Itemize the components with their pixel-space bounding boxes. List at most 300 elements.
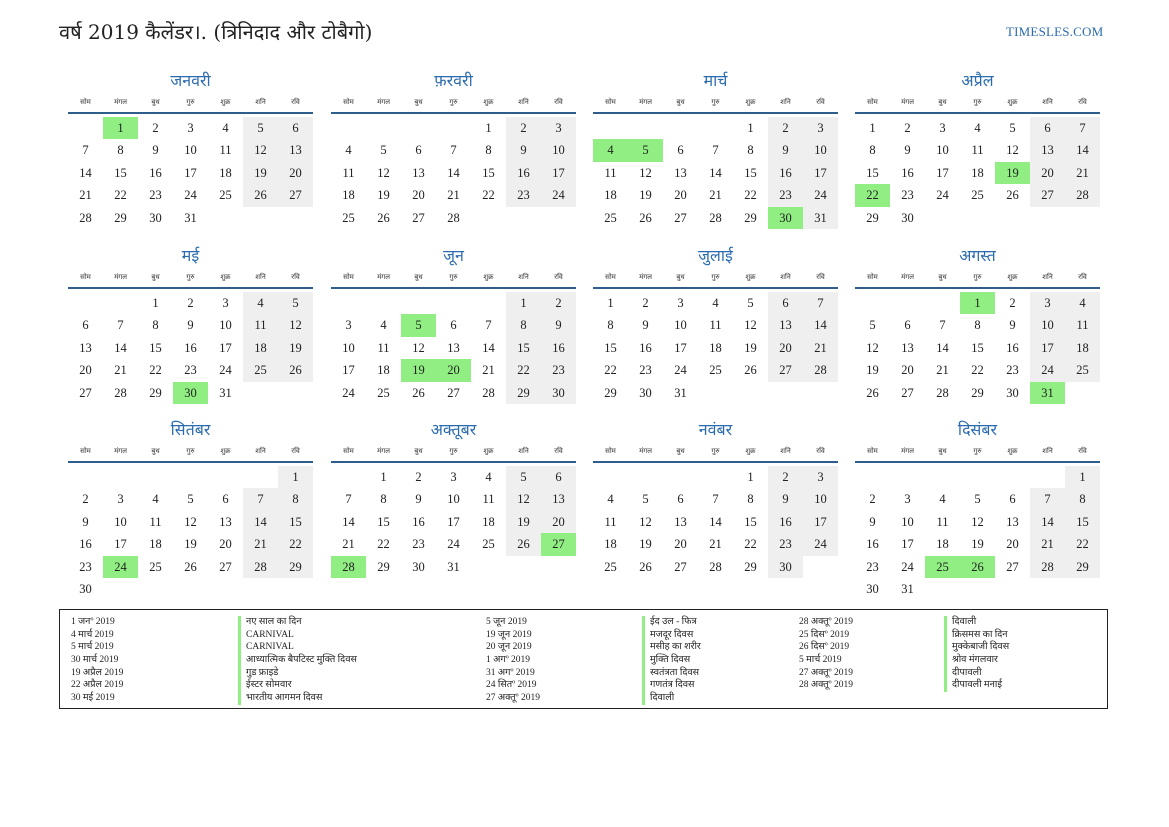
day-cell: 28 xyxy=(709,210,722,225)
day-cell: 15 xyxy=(149,340,162,355)
day-cell: 12 xyxy=(506,488,541,510)
week-row xyxy=(331,292,576,314)
day-cell: 1 xyxy=(485,121,492,135)
holiday-day-cell: 5 xyxy=(628,139,663,161)
day-cell: 3 xyxy=(939,121,946,135)
week-row xyxy=(593,314,838,336)
day-cell: 15 xyxy=(971,340,984,355)
day-cell: 29 xyxy=(971,385,984,400)
day-cell: 30 xyxy=(768,556,803,578)
day-cell: 12 xyxy=(639,514,652,529)
day-cell: 1 xyxy=(380,470,387,484)
day-cell: 21 xyxy=(936,363,949,378)
weekday-label: रवि xyxy=(291,272,300,281)
weekday-label: रवि xyxy=(816,272,825,281)
header-rule xyxy=(855,461,1100,463)
day-cell: 20 xyxy=(541,511,576,533)
day-cell: 10 xyxy=(901,514,914,529)
weekday-label: शनि xyxy=(780,97,791,106)
day-cell: 21 xyxy=(114,363,127,378)
holiday-day-cell: 27 xyxy=(541,533,576,555)
day-cell: 29 xyxy=(866,210,879,225)
day-cell: 20 xyxy=(901,363,914,378)
day-cell: 15 xyxy=(604,340,617,355)
day-cell: 3 xyxy=(345,318,352,333)
week-row xyxy=(593,511,838,533)
weekday-label: बुध xyxy=(938,97,947,106)
holiday-date: 31 अगº 2019 xyxy=(486,667,535,678)
day-cell: 5 xyxy=(747,296,754,310)
day-cell: 6 xyxy=(768,292,803,314)
day-cell: 3 xyxy=(803,117,838,139)
empty-day-cell xyxy=(173,466,208,488)
day-cell: 12 xyxy=(377,165,390,180)
day-cell: 18 xyxy=(936,537,949,552)
day-cell: 12 xyxy=(243,139,278,161)
weekday-header xyxy=(331,92,576,112)
week-row xyxy=(68,207,313,229)
empty-day-cell xyxy=(663,117,698,139)
week-row xyxy=(855,382,1100,404)
site-link[interactable]: TIMESLES.COM xyxy=(1006,24,1104,39)
day-cell: 14 xyxy=(342,514,355,529)
holiday-name: दीपावली xyxy=(952,667,982,678)
week-row xyxy=(68,184,313,206)
day-cell: 11 xyxy=(149,514,162,529)
day-cell: 24 xyxy=(342,385,355,400)
day-cell: 12 xyxy=(1006,143,1019,158)
weekday-label: बुध xyxy=(938,446,947,455)
day-cell: 7 xyxy=(1030,488,1065,510)
empty-day-cell xyxy=(243,466,278,488)
day-cell: 19 xyxy=(639,188,652,203)
week-row xyxy=(68,117,313,139)
holiday-day-cell: 31 xyxy=(1030,382,1065,404)
weekday-label: सोम xyxy=(867,97,878,106)
holiday-name: श्रोव मंगलवार xyxy=(952,655,998,666)
empty-day-cell xyxy=(593,466,628,488)
day-cell: 15 xyxy=(114,165,127,180)
day-cell: 28 xyxy=(803,359,838,381)
weekday-label: मंगल xyxy=(639,446,652,455)
weekday-header xyxy=(855,441,1100,461)
day-cell: 1 xyxy=(506,292,541,314)
week-row xyxy=(68,359,313,381)
day-cell: 21 xyxy=(482,363,495,378)
day-cell: 9 xyxy=(642,318,649,333)
month-name: अगस्त xyxy=(959,246,996,265)
day-cell: 24 xyxy=(541,184,576,206)
day-cell: 21 xyxy=(1065,162,1100,184)
week-row xyxy=(855,292,1100,314)
empty-day-cell xyxy=(855,466,890,488)
holiday-name: CARNIVAL xyxy=(246,642,294,653)
day-cell: 13 xyxy=(1006,514,1019,529)
weekday-label: शुक्र xyxy=(745,272,756,281)
day-cell: 26 xyxy=(377,210,390,225)
day-cell: 4 xyxy=(712,296,719,310)
month-name: फ़रवरी xyxy=(434,71,473,90)
empty-day-cell xyxy=(331,292,366,314)
empty-day-cell xyxy=(995,207,1030,229)
empty-day-cell xyxy=(471,292,506,314)
weekday-label: सोम xyxy=(605,272,616,281)
day-cell: 21 xyxy=(243,533,278,555)
holiday-day-cell: 1 xyxy=(960,292,995,314)
week-row xyxy=(855,337,1100,359)
empty-day-cell xyxy=(960,578,995,600)
day-cell: 7 xyxy=(803,292,838,314)
holiday-name: भारतीय आगमन दिवस xyxy=(246,693,323,704)
day-cell: 8 xyxy=(117,143,124,158)
weekday-label: शुक्र xyxy=(1007,272,1018,281)
day-cell: 13 xyxy=(447,340,460,355)
weekday-label: मंगल xyxy=(639,97,652,106)
day-cell: 20 xyxy=(674,188,687,203)
day-cell: 4 xyxy=(222,121,229,135)
empty-day-cell xyxy=(541,207,576,229)
weekday-header xyxy=(593,92,838,112)
week-row xyxy=(855,466,1100,488)
holiday-day-cell: 28 xyxy=(331,556,366,578)
holiday-day-cell: 25 xyxy=(925,556,960,578)
day-cell: 5 xyxy=(506,466,541,488)
week-row xyxy=(68,578,313,600)
empty-day-cell xyxy=(103,578,138,600)
day-cell: 17 xyxy=(447,514,460,529)
weekday-label: गुरु xyxy=(711,97,720,106)
weekday-label: गुरु xyxy=(449,446,458,455)
day-cell: 9 xyxy=(82,514,89,529)
empty-day-cell xyxy=(366,292,401,314)
weekday-label: मंगल xyxy=(114,272,127,281)
empty-day-cell xyxy=(243,578,278,600)
day-cell: 27 xyxy=(219,559,232,574)
day-cell: 16 xyxy=(768,162,803,184)
day-cell: 9 xyxy=(768,488,803,510)
week-row xyxy=(593,556,838,578)
empty-day-cell xyxy=(541,556,576,578)
day-cell: 18 xyxy=(709,340,722,355)
weekday-label: शनि xyxy=(518,446,529,455)
day-cell: 14 xyxy=(1030,511,1065,533)
week-row xyxy=(593,184,838,206)
empty-day-cell xyxy=(925,292,960,314)
day-cell: 14 xyxy=(482,340,495,355)
day-cell: 7 xyxy=(243,488,278,510)
day-cell: 17 xyxy=(219,340,232,355)
week-row xyxy=(331,382,576,404)
day-cell: 18 xyxy=(604,537,617,552)
week-row xyxy=(68,556,313,578)
holiday-day-cell: 19 xyxy=(995,162,1030,184)
day-cell: 31 xyxy=(447,559,460,574)
weekday-label: सोम xyxy=(80,97,91,106)
day-cell: 9 xyxy=(541,314,576,336)
day-cell: 29 xyxy=(149,385,162,400)
holiday-day-cell: 30 xyxy=(173,382,208,404)
day-cell: 19 xyxy=(278,337,313,359)
weekday-label: मंगल xyxy=(901,272,914,281)
day-cell: 25 xyxy=(709,363,722,378)
day-cell: 2 xyxy=(152,121,159,135)
day-cell: 1 xyxy=(869,121,876,135)
day-cell: 16 xyxy=(412,514,425,529)
day-cell: 4 xyxy=(345,143,352,158)
weekday-label: मंगल xyxy=(114,97,127,106)
weekday-label: रवि xyxy=(554,97,563,106)
week-row xyxy=(68,533,313,555)
empty-day-cell xyxy=(1065,578,1100,600)
day-cell: 5 xyxy=(1009,121,1016,135)
holiday-day-cell: 30 xyxy=(768,207,803,229)
day-cell: 9 xyxy=(187,318,194,333)
day-cell: 16 xyxy=(866,537,879,552)
weekday-label: मंगल xyxy=(114,446,127,455)
header-rule xyxy=(331,112,576,114)
empty-day-cell xyxy=(803,382,838,404)
holiday-name: स्वतंत्रता दिवस xyxy=(650,667,700,678)
day-cell: 19 xyxy=(639,537,652,552)
day-cell: 8 xyxy=(485,143,492,158)
weekday-label: गुरु xyxy=(973,97,982,106)
week-row xyxy=(855,359,1100,381)
holiday-day-cell: 1 xyxy=(103,117,138,139)
empty-day-cell xyxy=(68,466,103,488)
day-cell: 9 xyxy=(506,139,541,161)
holiday-date: 20 जून 2019 xyxy=(486,642,532,653)
empty-day-cell xyxy=(1065,207,1100,229)
weekday-label: शुक्र xyxy=(745,97,756,106)
weekday-label: सोम xyxy=(867,272,878,281)
day-cell: 15 xyxy=(744,165,757,180)
day-cell: 9 xyxy=(415,492,422,507)
day-cell: 5 xyxy=(243,117,278,139)
day-cell: 25 xyxy=(219,188,232,203)
holiday-day-cell: 26 xyxy=(960,556,995,578)
weekday-label: रवि xyxy=(816,97,825,106)
day-cell: 26 xyxy=(243,184,278,206)
day-cell: 1 xyxy=(278,466,313,488)
holiday-name: ईस्टर सोमवार xyxy=(246,680,292,691)
day-cell: 30 xyxy=(79,581,92,596)
day-cell: 12 xyxy=(412,340,425,355)
day-cell: 25 xyxy=(149,559,162,574)
day-cell: 28 xyxy=(114,385,127,400)
day-cell: 10 xyxy=(447,492,460,507)
week-row xyxy=(593,292,838,314)
month-block xyxy=(331,70,576,229)
day-cell: 3 xyxy=(187,121,194,135)
day-cell: 23 xyxy=(768,533,803,555)
month-block xyxy=(855,419,1100,600)
week-row xyxy=(68,488,313,510)
day-cell: 22 xyxy=(1065,533,1100,555)
day-cell: 8 xyxy=(380,492,387,507)
header-rule xyxy=(855,112,1100,114)
weekday-label: गुरु xyxy=(449,272,458,281)
empty-day-cell xyxy=(243,382,278,404)
empty-day-cell xyxy=(278,578,313,600)
header-rule xyxy=(593,287,838,289)
weekday-label: मंगल xyxy=(639,272,652,281)
day-cell: 25 xyxy=(604,559,617,574)
day-cell: 5 xyxy=(380,143,387,158)
day-cell: 17 xyxy=(803,511,838,533)
weekday-label: शुक्र xyxy=(1007,97,1018,106)
week-row xyxy=(68,337,313,359)
day-cell: 21 xyxy=(803,337,838,359)
empty-day-cell xyxy=(68,292,103,314)
day-cell: 20 xyxy=(79,363,92,378)
holiday-date: 1 जनº 2019 xyxy=(71,617,115,627)
empty-day-cell xyxy=(1030,466,1065,488)
month-name: जनवरी xyxy=(170,71,211,90)
week-row xyxy=(593,139,838,161)
day-cell: 29 xyxy=(278,556,313,578)
day-cell: 27 xyxy=(674,559,687,574)
day-cell: 4 xyxy=(607,492,614,507)
day-cell: 8 xyxy=(152,318,159,333)
day-cell: 20 xyxy=(412,188,425,203)
empty-day-cell xyxy=(1030,207,1065,229)
day-cell: 3 xyxy=(117,492,124,507)
holiday-date: 5 मार्च 2019 xyxy=(71,642,114,653)
weekday-header xyxy=(68,441,313,461)
day-cell: 4 xyxy=(974,121,981,135)
day-cell: 5 xyxy=(187,492,194,507)
month-block xyxy=(68,245,313,404)
day-cell: 28 xyxy=(709,559,722,574)
day-cell: 23 xyxy=(1006,363,1019,378)
week-row xyxy=(855,314,1100,336)
week-row xyxy=(331,533,576,555)
day-cell: 17 xyxy=(1030,337,1065,359)
day-cell: 31 xyxy=(219,385,232,400)
weekday-label: बुध xyxy=(676,97,685,106)
day-cell: 7 xyxy=(485,318,492,333)
day-cell: 14 xyxy=(114,340,127,355)
weekday-label: शनि xyxy=(780,272,791,281)
day-cell: 17 xyxy=(803,162,838,184)
day-cell: 23 xyxy=(901,188,914,203)
week-row xyxy=(593,466,838,488)
holiday-name: क्रिसमस का दिन xyxy=(952,629,1008,640)
holiday-day-cell: 22 xyxy=(855,184,890,206)
month-block xyxy=(68,419,313,600)
weekday-label: शनि xyxy=(1042,272,1053,281)
day-cell: 16 xyxy=(639,340,652,355)
day-cell: 7 xyxy=(450,143,457,158)
weekday-label: गुरु xyxy=(711,446,720,455)
day-cell: 18 xyxy=(604,188,617,203)
holiday-name: मुक्ति दिवस xyxy=(650,655,691,666)
day-cell: 6 xyxy=(450,318,457,333)
day-cell: 19 xyxy=(744,340,757,355)
month-name: अप्रैल xyxy=(961,71,994,90)
weekday-label: शनि xyxy=(780,446,791,455)
week-row xyxy=(331,117,576,139)
holiday-name: मसीह का शरीर xyxy=(650,642,701,653)
holiday-date-column xyxy=(486,616,540,705)
holiday-name-column xyxy=(238,616,357,705)
week-row xyxy=(593,382,838,404)
empty-day-cell xyxy=(628,117,663,139)
holiday-date: 5 मार्च 2019 xyxy=(799,655,842,666)
day-cell: 12 xyxy=(866,340,879,355)
weekday-label: बुध xyxy=(414,97,423,106)
month-name: जुलाई xyxy=(698,246,733,265)
day-cell: 23 xyxy=(541,359,576,381)
day-cell: 6 xyxy=(677,492,684,507)
day-cell: 25 xyxy=(971,188,984,203)
day-cell: 30 xyxy=(639,385,652,400)
day-cell: 24 xyxy=(184,188,197,203)
holiday-legend xyxy=(59,609,1108,709)
day-cell: 30 xyxy=(412,559,425,574)
day-cell: 20 xyxy=(219,537,232,552)
day-cell: 7 xyxy=(939,318,946,333)
day-cell: 13 xyxy=(79,340,92,355)
day-cell: 19 xyxy=(184,537,197,552)
day-cell: 9 xyxy=(904,143,911,158)
empty-day-cell xyxy=(103,466,138,488)
day-cell: 23 xyxy=(639,363,652,378)
holiday-name: दिवाली xyxy=(650,693,675,704)
day-cell: 2 xyxy=(541,292,576,314)
day-cell: 11 xyxy=(709,318,722,333)
day-cell: 4 xyxy=(243,292,278,314)
weekday-label: गुरु xyxy=(711,272,720,281)
day-cell: 6 xyxy=(415,143,422,158)
weekday-label: सोम xyxy=(343,97,354,106)
day-cell: 1 xyxy=(1065,466,1100,488)
empty-day-cell xyxy=(278,207,313,229)
weekday-label: बुध xyxy=(414,446,423,455)
holiday-date: 22 अप्रैल 2019 xyxy=(71,680,124,691)
day-cell: 18 xyxy=(243,337,278,359)
empty-day-cell xyxy=(331,466,366,488)
day-cell: 29 xyxy=(377,559,390,574)
empty-day-cell xyxy=(995,578,1030,600)
day-cell: 22 xyxy=(744,188,757,203)
holiday-name: गणतंत्र दिवस xyxy=(650,680,695,691)
empty-day-cell xyxy=(768,382,803,404)
day-cell: 19 xyxy=(377,188,390,203)
day-cell: 18 xyxy=(482,514,495,529)
day-cell: 28 xyxy=(243,556,278,578)
month-name: सितंबर xyxy=(170,420,211,439)
day-cell: 13 xyxy=(541,488,576,510)
weekday-label: शनि xyxy=(518,272,529,281)
holiday-name: नए साल का दिन xyxy=(246,617,302,627)
empty-day-cell xyxy=(103,292,138,314)
day-cell: 11 xyxy=(971,143,984,158)
day-cell: 26 xyxy=(506,533,541,555)
day-cell: 2 xyxy=(1009,296,1016,310)
weekday-label: शुक्र xyxy=(483,97,494,106)
day-cell: 2 xyxy=(904,121,911,135)
month-block xyxy=(855,70,1100,229)
day-cell: 6 xyxy=(541,466,576,488)
day-cell: 30 xyxy=(1006,385,1019,400)
day-cell: 16 xyxy=(901,165,914,180)
week-row xyxy=(593,207,838,229)
weekday-label: शनि xyxy=(518,97,529,106)
day-cell: 25 xyxy=(243,359,278,381)
day-cell: 14 xyxy=(79,165,92,180)
day-cell: 12 xyxy=(184,514,197,529)
